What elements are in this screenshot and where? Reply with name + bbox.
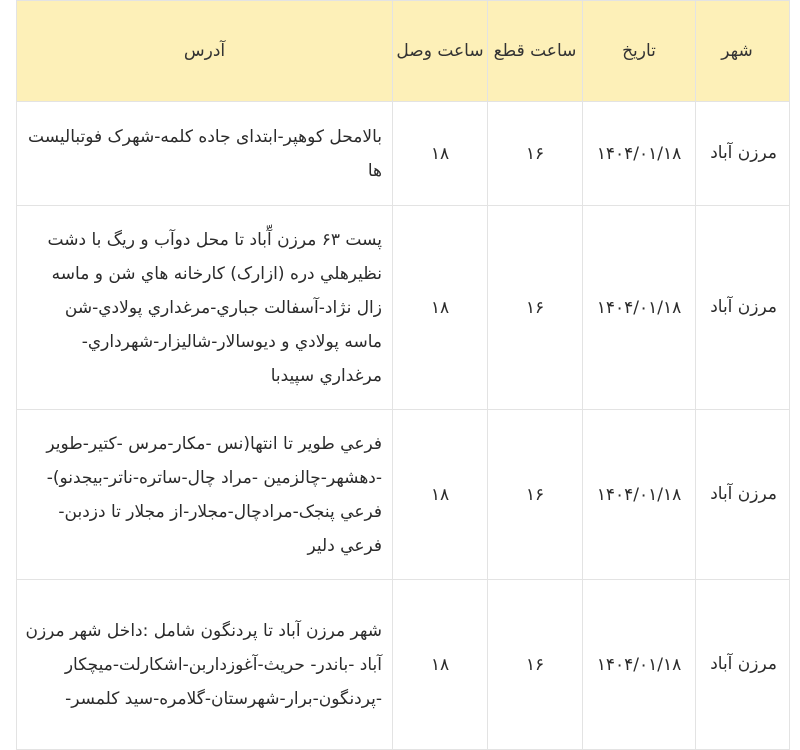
header-city: شهر: [696, 1, 790, 102]
header-cut-time: ساعت قطع: [488, 1, 583, 102]
table-row: [17, 580, 790, 750]
cell-address: فرعي طوير تا انتها(نس -مکار-مرس -کتير-طوير -دهشهر-چالزمين -مراد چال-ساتره-ناتر-بيجدنو)- فرعي پنجک-مرادچال-مجلار-از مجلار تا دزدبن-فرعي دلير: [17, 410, 393, 580]
cell-cut-time: ۱۶: [488, 580, 583, 750]
cell-connect-time: ۱۸: [393, 102, 488, 206]
cell-address: پست ۶۳ مرزن آّباد تا محل دوآب و ریگ با دشت نظیرهلي دره (ازارک) کارخانه هاي شن و ماسه زال نژاد-آسفالت جباري-مرغداري پولادي-شن ماسه پولادي و ديوسالار-شاليزار-شهرداري-مرغداري سپيدبا: [17, 206, 393, 410]
cell-connect-time: ۱۸: [393, 580, 488, 750]
cell-address: بالامحل کوهپر-ابتدای جاده کلمه-شهرک فوتبالیست ها: [17, 102, 393, 206]
table-row: [17, 410, 790, 580]
cell-cut-time: ۱۶: [488, 410, 583, 580]
cell-cut-time: ۱۶: [488, 102, 583, 206]
cell-date: ۱۴۰۴/۰۱/۱۸: [583, 410, 696, 580]
cell-city: مرزن آباد: [696, 580, 790, 750]
header-date: تاریخ: [583, 1, 696, 102]
table-header-row: [17, 1, 790, 102]
cell-connect-time: ۱۸: [393, 206, 488, 410]
outage-table: [16, 0, 790, 750]
table-row: [17, 206, 790, 410]
cell-connect-time: ۱۸: [393, 410, 488, 580]
cell-city: مرزن آباد: [696, 102, 790, 206]
header-address: آدرس: [17, 1, 393, 102]
cell-city: مرزن آباد: [696, 410, 790, 580]
table-row: [17, 102, 790, 206]
cell-date: ۱۴۰۴/۰۱/۱۸: [583, 580, 696, 750]
cell-cut-time: ۱۶: [488, 206, 583, 410]
cell-address: شهر مرزن آباد تا پردنگون شامل :داخل شهر مرزن آباد -باندر- حريث-آغوزداربن-اشکارلت-ميچکار -پردنگون-برار-شهرستان-گلامره-سيد کلمسر-: [17, 580, 393, 750]
cell-date: ۱۴۰۴/۰۱/۱۸: [583, 102, 696, 206]
cell-date: ۱۴۰۴/۰۱/۱۸: [583, 206, 696, 410]
cell-city: مرزن آباد: [696, 206, 790, 410]
header-connect-time: ساعت وصل: [393, 1, 488, 102]
